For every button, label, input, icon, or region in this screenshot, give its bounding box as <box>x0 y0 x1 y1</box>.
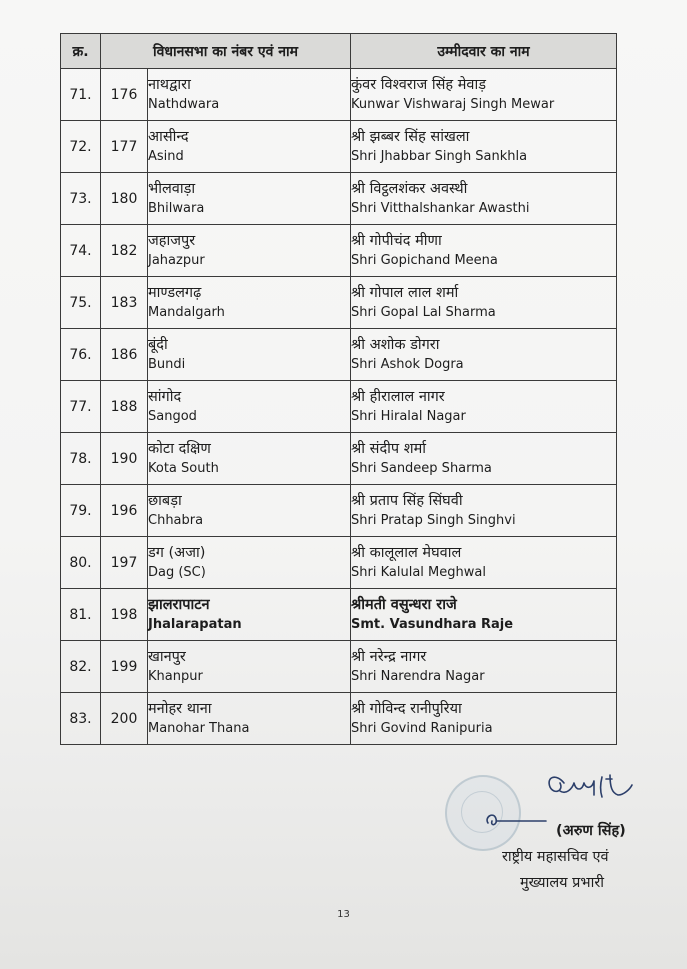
candidate-name-hindi: श्री गोविन्द रानीपुरिया <box>351 700 462 717</box>
constituency-name-english: Khanpur <box>148 668 203 684</box>
header-candidate: उम्मीदवार का नाम <box>351 34 617 69</box>
candidate-name <box>351 69 617 121</box>
constituency-name <box>148 173 351 225</box>
constituency-number: 182 <box>101 225 148 277</box>
constituency-name-hindi: झालरापाटन <box>148 596 210 613</box>
table-row <box>61 173 617 225</box>
constituency-name <box>148 589 351 641</box>
candidate-name <box>351 277 617 329</box>
candidate-list-table <box>60 33 617 745</box>
serial-number: 74. <box>61 225 101 277</box>
candidate-name-english: Smt. Vasundhara Raje <box>351 616 514 632</box>
serial-number: 82. <box>61 641 101 693</box>
candidate-name <box>351 173 617 225</box>
table-row <box>61 381 617 433</box>
candidate-name-hindi: श्री कालूलाल मेघवाल <box>351 544 462 561</box>
candidate-name-english: Shri Sandeep Sharma <box>351 460 492 476</box>
constituency-name-hindi: छाबड़ा <box>148 492 182 509</box>
constituency-name <box>148 433 351 485</box>
constituency-number: 177 <box>101 121 148 173</box>
table-row <box>61 329 617 381</box>
constituency-name <box>148 381 351 433</box>
candidate-name-english: Shri Hiralal Nagar <box>351 408 466 424</box>
table-row <box>61 69 617 121</box>
table-row <box>61 121 617 173</box>
candidate-name-hindi: श्री अशोक डोगरा <box>351 336 440 353</box>
serial-number: 83. <box>61 693 101 745</box>
constituency-name <box>148 225 351 277</box>
candidate-name <box>351 485 617 537</box>
constituency-name-hindi: सांगोद <box>148 388 182 405</box>
candidate-name-english: Shri Gopichand Meena <box>351 252 498 268</box>
signatory-title-line1: राष्ट्रीय महासचिव एवं <box>502 849 609 865</box>
serial-number: 72. <box>61 121 101 173</box>
constituency-name-hindi: भीलवाड़ा <box>148 180 196 197</box>
table-row <box>61 433 617 485</box>
constituency-number: 197 <box>101 537 148 589</box>
serial-number: 75. <box>61 277 101 329</box>
candidate-name-hindi: श्री गोपीचंद मीणा <box>351 232 442 249</box>
table-row <box>61 277 617 329</box>
serial-number: 77. <box>61 381 101 433</box>
constituency-number: 190 <box>101 433 148 485</box>
constituency-number: 180 <box>101 173 148 225</box>
constituency-number: 200 <box>101 693 148 745</box>
constituency-name <box>148 693 351 745</box>
constituency-name-hindi: डग (अजा) <box>148 544 206 561</box>
candidate-name-hindi: कुंवर विश्वराज सिंह मेवाड़ <box>351 76 486 93</box>
candidate-name-english: Kunwar Vishwaraj Singh Mewar <box>351 96 555 112</box>
constituency-number: 186 <box>101 329 148 381</box>
candidate-name-english: Shri Kalulal Meghwal <box>351 564 486 580</box>
constituency-number: 176 <box>101 69 148 121</box>
signatory-name: (अरुण सिंह) <box>556 823 626 839</box>
constituency-number: 183 <box>101 277 148 329</box>
constituency-name-hindi: बूंदी <box>148 336 168 353</box>
serial-number: 79. <box>61 485 101 537</box>
candidate-name-english: Shri Jhabbar Singh Sankhla <box>351 148 528 164</box>
table-row <box>61 537 617 589</box>
candidate-name-hindi: श्री गोपाल लाल शर्मा <box>351 284 459 301</box>
candidate-name-hindi: श्रीमती वसुन्धरा राजे <box>351 596 457 613</box>
candidate-name-english: Shri Pratap Singh Singhvi <box>351 512 516 528</box>
table-row <box>61 485 617 537</box>
candidate-name <box>351 693 617 745</box>
serial-number: 76. <box>61 329 101 381</box>
serial-number: 73. <box>61 173 101 225</box>
page-number: 13 <box>337 909 350 920</box>
serial-number: 80. <box>61 537 101 589</box>
candidate-name <box>351 225 617 277</box>
constituency-name <box>148 277 351 329</box>
constituency-name-hindi: जहाजपुर <box>148 232 196 249</box>
candidate-name <box>351 641 617 693</box>
candidate-name-english: Shri Vitthalshankar Awasthi <box>351 200 530 216</box>
candidate-name <box>351 589 617 641</box>
table-row <box>61 693 617 745</box>
constituency-number: 199 <box>101 641 148 693</box>
candidate-name-english: Shri Gopal Lal Sharma <box>351 304 496 320</box>
constituency-name-english: Dag (SC) <box>148 564 206 580</box>
serial-number: 78. <box>61 433 101 485</box>
serial-number: 81. <box>61 589 101 641</box>
candidate-name-hindi: श्री नरेन्द्र नागर <box>351 648 427 665</box>
constituency-name <box>148 69 351 121</box>
constituency-name <box>148 121 351 173</box>
constituency-name-english: Mandalgarh <box>148 304 225 320</box>
constituency-name-hindi: कोटा दक्षिण <box>148 440 211 457</box>
constituency-name <box>148 329 351 381</box>
constituency-name-english: Asind <box>148 148 184 164</box>
constituency-name-english: Nathdwara <box>148 96 220 112</box>
constituency-number: 188 <box>101 381 148 433</box>
serial-number: 71. <box>61 69 101 121</box>
candidate-name <box>351 537 617 589</box>
candidate-name-hindi: श्री संदीप शर्मा <box>351 440 427 457</box>
constituency-name-hindi: मनोहर थाना <box>148 700 212 717</box>
constituency-name-english: Sangod <box>148 408 197 424</box>
candidate-name <box>351 381 617 433</box>
table-header-row <box>61 34 617 69</box>
constituency-name-hindi: माण्डलगढ़ <box>148 284 202 301</box>
table-row <box>61 589 617 641</box>
constituency-name-english: Kota South <box>148 460 219 476</box>
constituency-name-english: Chhabra <box>148 512 204 528</box>
candidate-name-hindi: श्री झब्बर सिंह सांखला <box>351 128 470 145</box>
candidate-name-english: Shri Govind Ranipuria <box>351 720 493 736</box>
constituency-name-english: Jahazpur <box>148 252 205 268</box>
constituency-name <box>148 537 351 589</box>
table-row <box>61 641 617 693</box>
candidate-name-hindi: श्री विट्ठलशंकर अवस्थी <box>351 180 468 197</box>
header-serial: क्र. <box>61 34 101 69</box>
constituency-number: 198 <box>101 589 148 641</box>
candidate-name <box>351 121 617 173</box>
constituency-name <box>148 641 351 693</box>
candidate-name-english: Shri Ashok Dogra <box>351 356 464 372</box>
header-constituency: विधानसभा का नंबर एवं नाम <box>101 34 351 69</box>
candidate-name-hindi: श्री प्रताप सिंह सिंघवी <box>351 492 463 509</box>
constituency-name-english: Jhalarapatan <box>148 616 242 632</box>
table-row <box>61 225 617 277</box>
constituency-name-english: Manohar Thana <box>148 720 250 736</box>
constituency-name-hindi: खानपुर <box>148 648 186 665</box>
constituency-name-hindi: नाथद्वारा <box>148 76 191 93</box>
constituency-name <box>148 485 351 537</box>
candidate-name-hindi: श्री हीरालाल नागर <box>351 388 445 405</box>
candidate-name-english: Shri Narendra Nagar <box>351 668 485 684</box>
candidate-name <box>351 433 617 485</box>
signatory-title-line2: मुख्यालय प्रभारी <box>520 875 605 891</box>
constituency-name-english: Bhilwara <box>148 200 205 216</box>
candidate-name <box>351 329 617 381</box>
constituency-number: 196 <box>101 485 148 537</box>
constituency-name-english: Bundi <box>148 356 186 372</box>
constituency-name-hindi: आसीन्द <box>148 128 189 145</box>
